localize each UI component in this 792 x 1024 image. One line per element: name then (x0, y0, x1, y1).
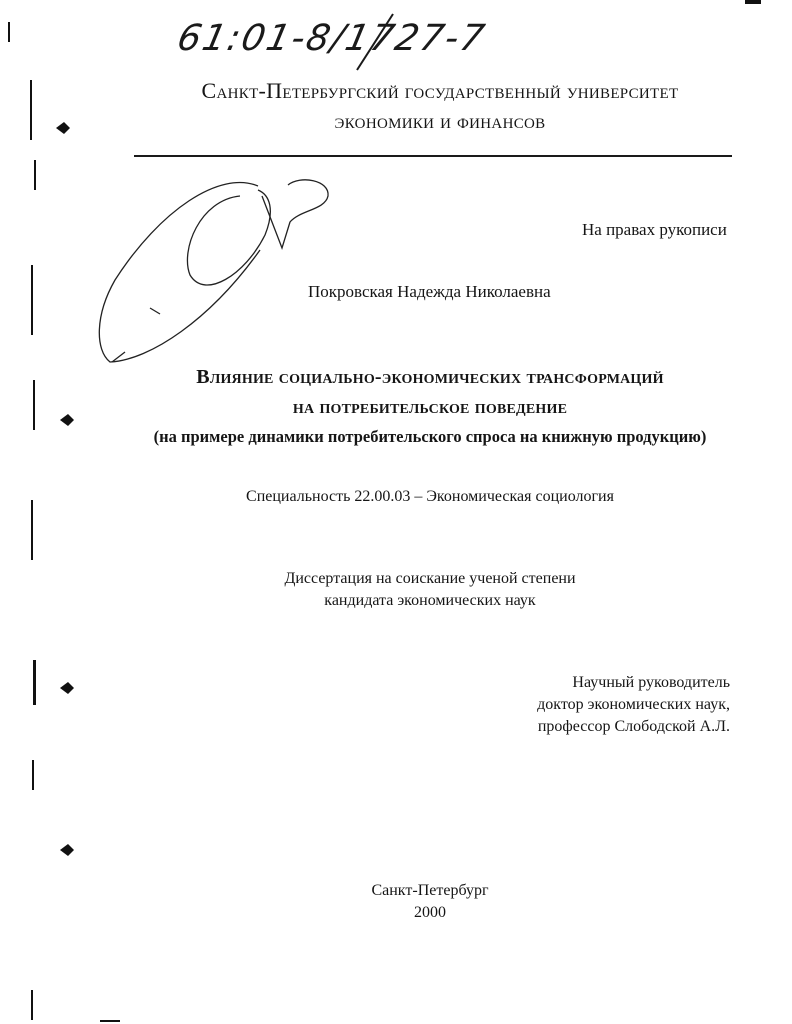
archive-code-slash (357, 14, 393, 70)
university-name-line1: Санкт-Петербургский государственный университет (201, 78, 679, 103)
year: 2000 (414, 904, 446, 921)
dissertation-subtitle: (на примере динамики потребительского спроса на книжную продукцию) (153, 427, 707, 446)
margin-marks (8, 0, 761, 1022)
manuscript-note: На правах рукописи (582, 220, 727, 239)
author-name: Покровская Надежда Николаевна (308, 282, 551, 301)
degree-line1: Диссертация на соискание ученой степени (284, 570, 576, 587)
city: Санкт-Петербург (371, 882, 489, 899)
university-name-line2: экономики и финансов (334, 108, 546, 133)
degree-line2: кандидата экономических наук (324, 592, 536, 609)
specialty: Специальность 22.00.03 – Экономическая социология (246, 488, 614, 505)
archive-code-handwritten: 61:01-8/1727-7 (173, 18, 490, 59)
bullet-mark (56, 122, 70, 134)
supervisor-line3: профессор Слободской А.Л. (537, 718, 730, 735)
bullet-mark (60, 682, 74, 694)
supervisor-line1: Научный руководитель (572, 674, 730, 691)
bullet-mark (60, 414, 74, 426)
dissertation-title-line2: на потребительское поведение (292, 396, 568, 418)
supervisor-line2: доктор экономических наук, (537, 696, 730, 713)
signature-icon (99, 180, 328, 362)
dissertation-title-line1: Влияние социально-экономических трансформаций (196, 366, 664, 388)
bullet-mark (60, 844, 74, 856)
